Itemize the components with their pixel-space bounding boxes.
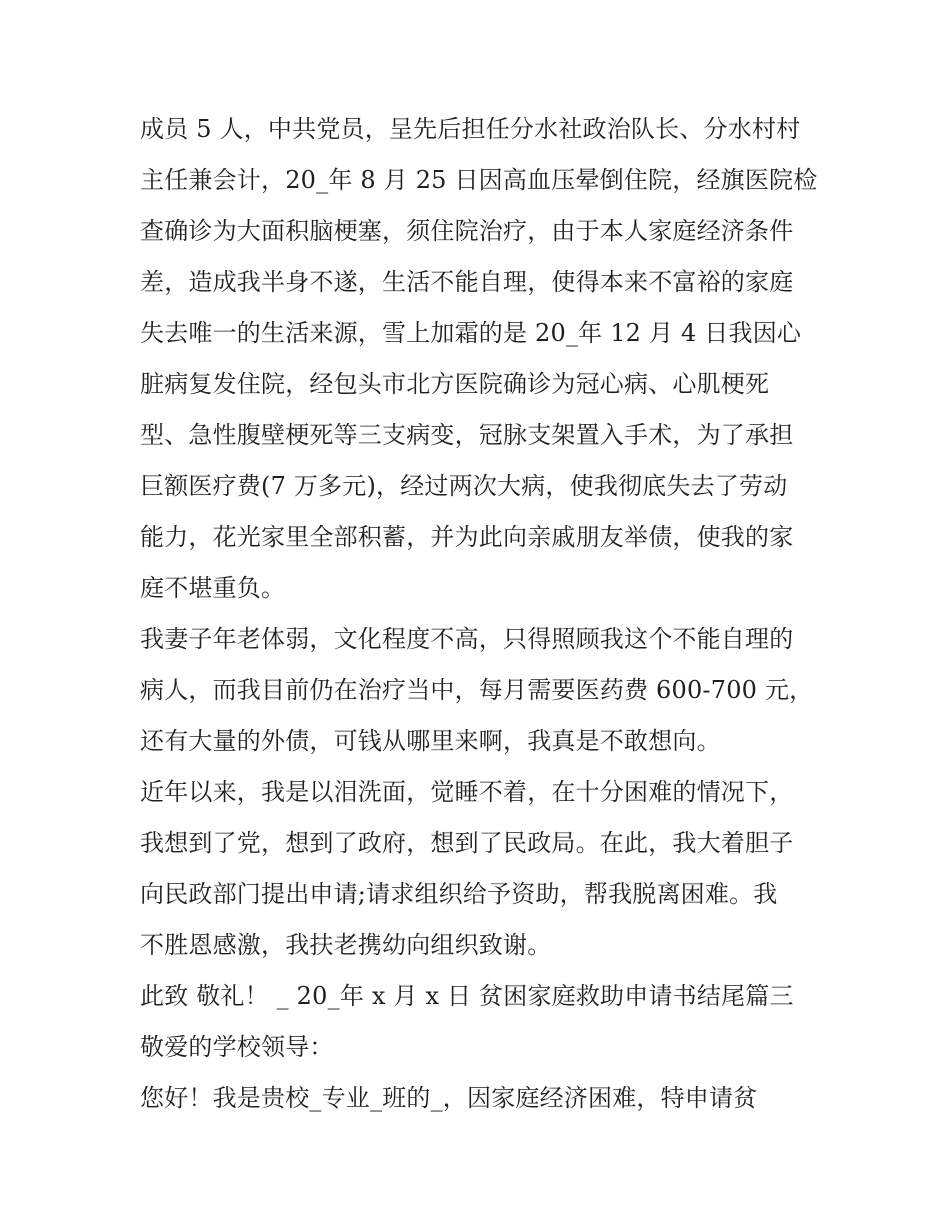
text-line: 脏病复发住院，经包头市北方医院确诊为冠心病、心肌梗死	[140, 370, 770, 398]
text-line: 不胜恩感激，我扶老携幼向组织致谢。	[140, 931, 552, 959]
paragraph-medical-history	[140, 104, 820, 614]
text-line: 病人，而我目前仍在治疗当中，每月需要医药费 600-700 元，	[140, 676, 814, 704]
text-line: 型、急性腹壁梗死等三支病变，冠脉支架置入手术，为了承担	[140, 421, 794, 449]
text-line: 我想到了党，想到了政府，想到了民政局。在此，我大着胆子	[140, 829, 794, 857]
text-line: 近年以来，我是以泪洗面，觉睡不着，在十分困难的情况下，	[140, 778, 794, 806]
paragraph-closing	[140, 971, 820, 1073]
paragraph-greeting	[140, 1073, 820, 1124]
text-line: 此致 敬礼！ _ 20_年 x 月 x 日 贫困家庭救助申请书结尾篇三	[140, 982, 794, 1010]
text-line: 主任兼会计，20_年 8 月 25 日因高血压晕倒住院，经旗医院检	[140, 166, 818, 194]
document-body	[140, 104, 820, 1124]
text-line: 敬爱的学校领导：	[140, 1033, 334, 1061]
text-line: 差，造成我半身不遂，生活不能自理，使得本来不富裕的家庭	[140, 268, 794, 296]
text-line: 成员 5 人，中共党员，呈先后担任分水社政治队长、分水村村	[140, 115, 801, 143]
text-line: 巨额医疗费(7 万多元)，经过两次大病，使我彻底失去了劳动	[140, 472, 788, 500]
text-line: 我妻子年老体弱，文化程度不高，只得照顾我这个不能自理的	[140, 625, 794, 653]
text-line: 向民政部门提出申请;请求组织给予资助，帮我脱离困难。我	[140, 880, 778, 908]
paragraph-request	[140, 767, 820, 971]
text-line: 您好！我是贵校_专业_班的_，因家庭经济困难，特申请贫	[140, 1084, 758, 1112]
text-line: 庭不堪重负。	[140, 574, 286, 602]
text-line: 失去唯一的生活来源，雪上加霜的是 20_年 12 月 4 日我因心	[140, 319, 802, 347]
text-line: 能力，花光家里全部积蓄，并为此向亲戚朋友举债，使我的家	[140, 523, 794, 551]
paragraph-family-situation	[140, 614, 820, 767]
text-line: 还有大量的外债，可钱从哪里来啊，我真是不敢想向。	[140, 727, 721, 755]
text-line: 查确诊为大面积脑梗塞，须住院治疗，由于本人家庭经济条件	[140, 217, 794, 245]
